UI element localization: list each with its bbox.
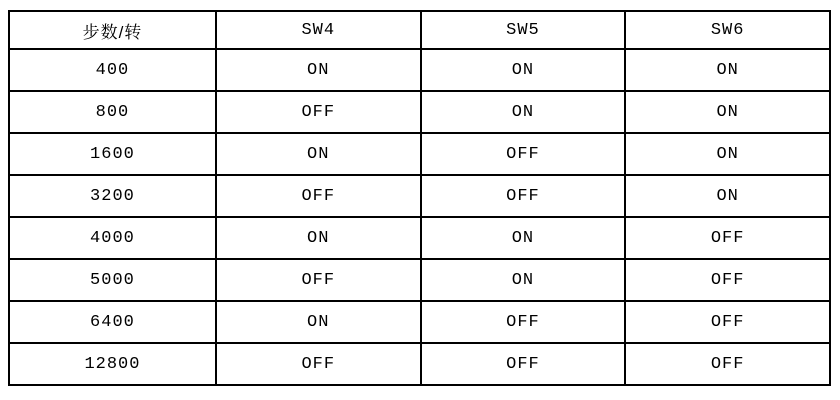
column-header-steps-per-rev: 步数/转 [9,11,216,49]
sw4-cell: OFF [216,175,421,217]
sw5-cell: OFF [421,343,626,385]
sw4-cell: ON [216,49,421,91]
sw5-cell: ON [421,49,626,91]
column-header-sw4: SW4 [216,11,421,49]
sw6-cell: OFF [625,301,830,343]
column-header-sw5: SW5 [421,11,626,49]
sw5-cell: ON [421,91,626,133]
sw4-cell: ON [216,133,421,175]
table-row [9,301,830,343]
table-row [9,343,830,385]
column-header-sw6: SW6 [625,11,830,49]
table-row [9,259,830,301]
table-row [9,91,830,133]
steps-cell: 400 [9,49,216,91]
sw6-cell: ON [625,175,830,217]
steps-cell: 3200 [9,175,216,217]
sw5-cell: ON [421,259,626,301]
sw6-cell: ON [625,91,830,133]
sw6-cell: ON [625,133,830,175]
table-row [9,49,830,91]
steps-per-revolution-table-container [8,10,831,386]
sw5-cell: OFF [421,175,626,217]
sw4-cell: ON [216,217,421,259]
sw6-cell: OFF [625,217,830,259]
steps-cell: 800 [9,91,216,133]
steps-cell: 1600 [9,133,216,175]
header-row [9,11,830,49]
steps-cell: 4000 [9,217,216,259]
sw4-cell: OFF [216,343,421,385]
table-row [9,217,830,259]
sw5-cell: ON [421,217,626,259]
sw6-cell: OFF [625,343,830,385]
table-row [9,175,830,217]
sw5-cell: OFF [421,301,626,343]
sw6-cell: ON [625,49,830,91]
sw4-cell: OFF [216,91,421,133]
steps-cell: 5000 [9,259,216,301]
sw5-cell: OFF [421,133,626,175]
table-row [9,133,830,175]
steps-cell: 6400 [9,301,216,343]
sw4-cell: OFF [216,259,421,301]
sw4-cell: ON [216,301,421,343]
sw6-cell: OFF [625,259,830,301]
steps-cell: 12800 [9,343,216,385]
dip-switch-settings-table [8,10,831,386]
